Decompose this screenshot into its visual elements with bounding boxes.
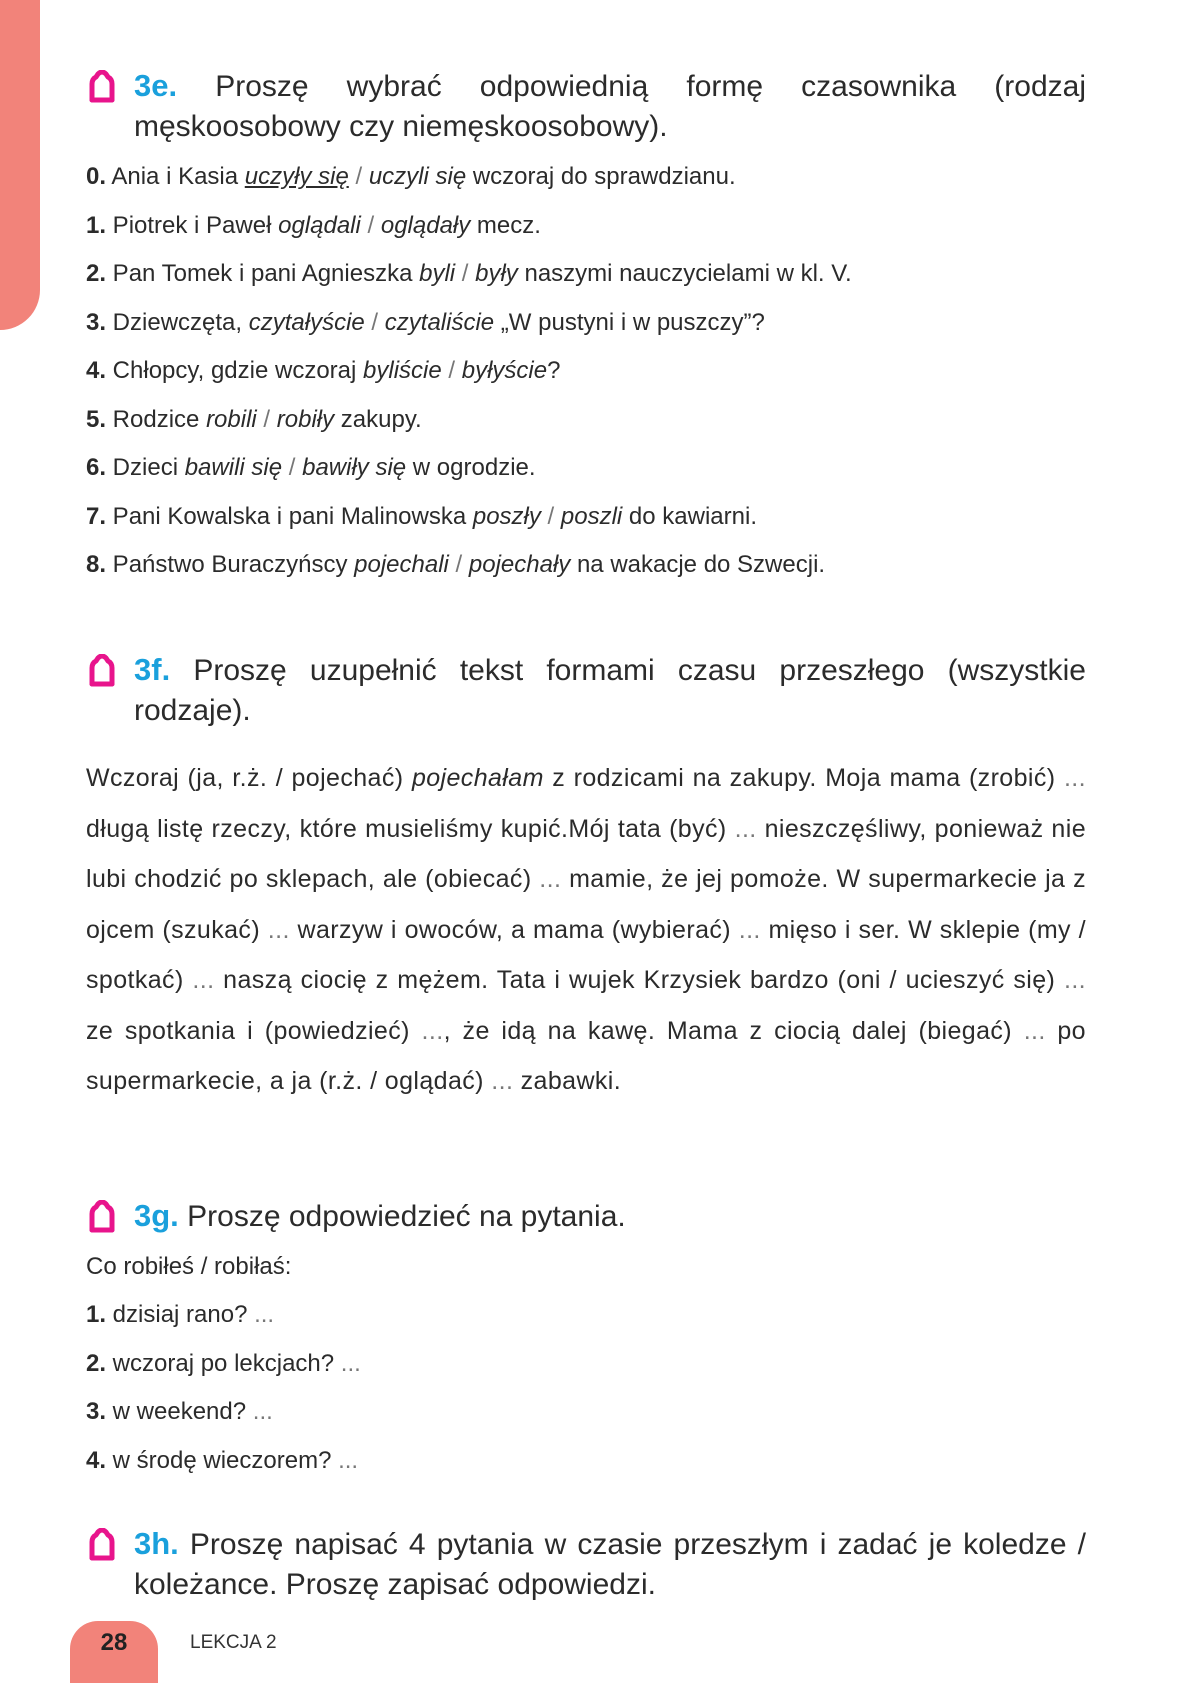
blank[interactable]: ... <box>1063 966 1087 994</box>
item-number: 1. <box>86 1301 107 1328</box>
item-text: dzisiaj rano? <box>106 1301 255 1328</box>
section-3h <box>86 1524 1086 1605</box>
list-item <box>86 1350 1086 1399</box>
fill-in-paragraph: Wczoraj (ja, r.ż. / pojechać) pojechałam z rodzicami na zakupy. Moja mama (zrobić) ... długą listę rzeczy, które musieliśmy kupić.Mój tata (być) ... nieszczęśliwy, ponieważ nie lubi chodzić po sklepach, ale (obiecać) ... mamie, że jej pomoże. W supermarkecie ja z ojcem (szukać) ... warzyw i owoców, a mama (wybierać) ... mięso i ser. W sklepie (my / spotkać) ... naszą ciocię z mężem. Tata i wujek Krzysiek bardzo (oni / ucieszyć się) ... ze spotkania i (powiedzieć) ..., że idą na kawę. Mama z ciocią dalej (biegać) ... po supermarkecie, a ja (r.ż. / oglądać) ... zabawki. <box>86 764 1087 1095</box>
item-text: na wakacje do Szwecji. <box>570 551 826 578</box>
item-text: Rodzice <box>106 405 207 433</box>
blank[interactable]: ... <box>491 1067 514 1095</box>
item-text: Piotrek i Paweł <box>106 211 279 239</box>
item-number: 1. <box>86 211 107 239</box>
section-3g <box>86 1196 1086 1495</box>
item-text: Chłopcy, gdzie wczoraj <box>106 357 364 384</box>
item-text: ? <box>547 357 561 384</box>
list-item: 4. Chłopcy, gdzie wczoraj byliście / byłyście? <box>86 357 561 384</box>
pink-hand-icon <box>86 654 118 688</box>
section-3g-heading <box>86 1196 1086 1237</box>
option-b[interactable]: pojechały <box>468 551 571 578</box>
option-b[interactable]: byłyście <box>461 357 548 384</box>
pink-hand-icon <box>86 1200 118 1234</box>
blank[interactable]: ... <box>539 865 562 893</box>
option-a[interactable]: pojechali <box>354 551 449 578</box>
item-text: „W pustyni i w puszczy”? <box>494 308 765 336</box>
lesson-label: LEKCJA 2 <box>190 1632 277 1653</box>
item-text: wczoraj po lekcjach? <box>106 1349 341 1377</box>
section-3e <box>86 66 1086 600</box>
blank[interactable]: ... <box>421 1016 444 1045</box>
option-a[interactable]: byliście <box>363 357 442 384</box>
item-text: Dzieci <box>106 454 185 481</box>
option-a[interactable]: oglądali <box>278 211 361 239</box>
option-b[interactable]: bawiły się <box>302 454 407 481</box>
section-3h-heading <box>86 1524 1086 1605</box>
item-number: 7. <box>86 502 107 530</box>
question-list-3g <box>86 1301 1086 1495</box>
side-color-tab <box>0 0 40 330</box>
list-item: 3. Dziewczęta, czytałyście / czytaliście „W pustyni i w puszczy”? <box>86 308 765 336</box>
question-intro: Co robiłeś / robiłaś: <box>86 1253 292 1280</box>
blank[interactable]: ... <box>738 915 761 944</box>
item-text: w ogrodzie. <box>406 454 536 481</box>
blank[interactable]: ... <box>252 1398 273 1425</box>
item-number: 4. <box>86 1446 107 1474</box>
item-text: Państwo Buraczyńscy <box>106 551 355 578</box>
item-text: Dziewczęta, <box>106 308 249 336</box>
blank[interactable]: ... <box>734 814 757 843</box>
option-b[interactable]: oglądały <box>380 211 471 239</box>
item-number: 2. <box>86 1349 107 1377</box>
section-title: Proszę napisać 4 pytania w czasie przeszłym i zadać je koledze / koleżance. Proszę zapisać odpowiedzi. <box>134 1528 1086 1601</box>
blank[interactable]: ... <box>1063 764 1086 792</box>
item-number: 0. <box>86 163 107 190</box>
item-number: 2. <box>86 260 107 287</box>
option-a[interactable]: byli <box>419 260 456 287</box>
item-text: w weekend? <box>106 1398 253 1425</box>
list-item: 2. Pan Tomek i pani Agnieszka byli / były naszymi nauczycielami w kl. V. <box>86 260 852 287</box>
list-item: 6. Dzieci bawili się / bawiły się w ogrodzie. <box>86 454 536 481</box>
option-b[interactable]: uczyli się <box>368 163 467 190</box>
option-a[interactable]: robili <box>206 405 257 433</box>
item-text: do kawiarni. <box>622 502 757 530</box>
item-number: 4. <box>86 357 107 384</box>
item-text: Pani Kowalska i pani Malinowska <box>106 502 473 530</box>
list-item: 1. Piotrek i Paweł oglądali / oglądały mecz. <box>86 211 541 239</box>
option-b[interactable]: czytaliście <box>384 308 495 336</box>
section-title: Proszę wybrać odpowiednią formę czasownika (rodzaj męskoosobowy czy niemęskoosobowy). <box>134 70 1086 143</box>
page-number-tab <box>70 1621 158 1683</box>
item-text: wczoraj do sprawdzianu. <box>466 163 736 190</box>
item-text: naszymi nauczycielami w kl. V. <box>517 260 852 287</box>
item-text: Ania i Kasia <box>106 163 245 190</box>
exercise-list-3e <box>86 163 1086 600</box>
section-3e-heading <box>86 66 1086 147</box>
item-number: 6. <box>86 454 107 481</box>
section-number: 3e. <box>134 68 178 103</box>
section-number: 3f. <box>134 652 171 687</box>
option-b[interactable]: poszli <box>560 502 623 530</box>
blank[interactable]: ... <box>267 915 290 944</box>
item-number: 5. <box>86 405 107 433</box>
list-item: 0. Ania i Kasia uczyły się / uczyli się wczoraj do sprawdzianu. <box>86 163 736 190</box>
blank[interactable]: ... <box>192 966 215 994</box>
pink-hand-icon <box>86 70 118 104</box>
option-a[interactable]: bawili się <box>184 454 283 481</box>
section-3f-heading <box>86 650 1086 731</box>
item-number: 8. <box>86 551 107 578</box>
example-answer: pojechałam <box>411 764 544 792</box>
list-item <box>86 1447 1086 1496</box>
section-title: Proszę odpowiedzieć na pytania. <box>178 1200 626 1233</box>
option-b[interactable]: były <box>475 260 518 287</box>
list-item <box>86 1301 1086 1350</box>
item-text: Pan Tomek i pani Agnieszka <box>106 260 420 287</box>
option-a[interactable]: poszły <box>472 502 541 530</box>
section-title: Proszę uzupełnić tekst formami czasu przeszłego (wszystkie rodzaje). <box>134 654 1086 727</box>
section-number: 3h. <box>134 1526 179 1561</box>
item-number: 3. <box>86 308 107 336</box>
blank[interactable]: ... <box>254 1301 275 1328</box>
option-a[interactable]: czytałyście <box>248 308 365 336</box>
item-number: 3. <box>86 1398 107 1425</box>
item-text: mecz. <box>470 211 541 239</box>
list-item: 8. Państwo Buraczyńscy pojechali / pojechały na wakacje do Szwecji. <box>86 551 826 578</box>
page-number: 28 <box>100 1629 128 1656</box>
blank[interactable]: ... <box>1023 1016 1046 1045</box>
blank[interactable]: ... <box>338 1446 359 1474</box>
section-3f <box>86 650 1086 1107</box>
section-number: 3g. <box>134 1198 179 1233</box>
option-a[interactable]: uczyły się <box>244 163 349 190</box>
option-b[interactable]: robiły <box>276 405 335 433</box>
blank[interactable]: ... <box>340 1349 361 1377</box>
list-item: 5. Rodzice robili / robiły zakupy. <box>86 405 422 433</box>
item-text: zakupy. <box>334 405 422 433</box>
list-item <box>86 1398 1086 1447</box>
item-text: w środę wieczorem? <box>106 1446 339 1474</box>
list-item: 7. Pani Kowalska i pani Malinowska poszły / poszli do kawiarni. <box>86 502 757 530</box>
pink-hand-icon <box>86 1528 118 1562</box>
